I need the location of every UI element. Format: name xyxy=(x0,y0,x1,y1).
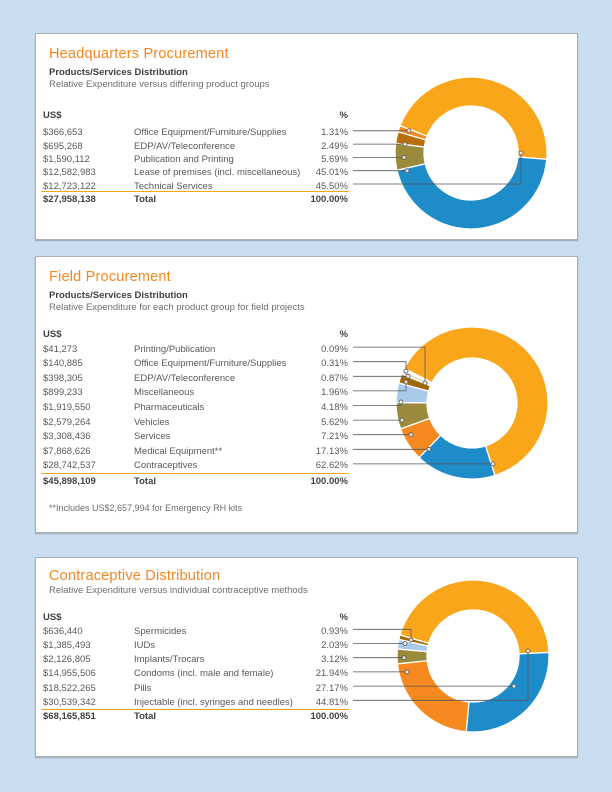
leader-dot xyxy=(402,155,406,159)
pct-cell: 62.62% xyxy=(315,460,348,472)
pct-header: % xyxy=(339,110,348,121)
leader-dot xyxy=(403,142,407,146)
total-amount: $45,898,109 xyxy=(43,476,96,487)
amount-cell: $18,522,265 xyxy=(43,682,96,694)
pct-cell: 4.18% xyxy=(321,402,348,413)
pct-cell: 3.12% xyxy=(321,654,348,666)
pct-header: % xyxy=(339,329,348,340)
pct-cell: 1.31% xyxy=(321,127,348,139)
total-label: Total xyxy=(134,711,156,722)
leader-dot xyxy=(409,638,413,642)
leader-dot xyxy=(403,642,407,646)
section-subtitle-bold: Products/Services Distribution xyxy=(49,67,188,78)
pct-cell: 2.49% xyxy=(321,140,348,152)
section-title: Headquarters Procurement xyxy=(49,46,229,62)
amount-cell: $1,385,493 xyxy=(43,640,91,651)
total-amount: $27,958,138 xyxy=(43,194,96,205)
amount-header: US$ xyxy=(43,329,62,340)
pct-cell: 17.13% xyxy=(315,445,348,457)
item-cell: Miscellaneous xyxy=(134,387,195,399)
section-card-contraceptive xyxy=(35,557,578,757)
pct-cell: 0.87% xyxy=(321,372,348,384)
amount-cell: $636,440 xyxy=(43,625,83,637)
leader-line xyxy=(353,362,406,371)
leader-dot xyxy=(491,462,495,466)
pct-cell: 45.01% xyxy=(315,167,348,179)
amount-cell: $30,539,342 xyxy=(43,696,96,708)
item-cell: Injectable (incl. syringes and needles) xyxy=(134,696,293,708)
donut-chart-field xyxy=(36,257,577,532)
item-cell: Technical Services xyxy=(134,180,213,192)
amount-cell: $1,590,112 xyxy=(43,153,90,165)
item-cell: Publication and Printing xyxy=(134,153,234,165)
total-pct: 100.00% xyxy=(310,476,348,487)
leader-dot xyxy=(423,381,427,385)
amount-cell: $1,919,550 xyxy=(43,402,91,413)
leader-dot xyxy=(526,649,530,653)
leader-dot xyxy=(409,433,413,437)
leader-line xyxy=(353,402,401,406)
section-card-headquarters xyxy=(35,33,578,240)
leader-dot xyxy=(405,169,409,173)
amount-cell: $2,126,805 xyxy=(43,654,91,666)
item-cell: IUDs xyxy=(134,640,156,651)
section-subtitle: Relative Expenditure for each product group for field projects xyxy=(49,302,305,313)
item-cell: Medical Equipment** xyxy=(134,445,223,457)
total-label: Total xyxy=(134,476,156,487)
section-subtitle-bold: Products/Services Distribution xyxy=(49,290,188,301)
leader-dot xyxy=(402,656,406,660)
donut-segment xyxy=(397,157,547,229)
leader-dot xyxy=(406,374,410,378)
leader-dot xyxy=(400,418,404,422)
footnote: **Includes US$2,657,994 for Emergency RH kits xyxy=(49,503,243,513)
item-cell: EDP/AV/Teleconference xyxy=(134,140,236,152)
total-amount: $68,165,851 xyxy=(43,711,96,722)
pct-cell: 0.31% xyxy=(321,358,348,370)
leader-dot xyxy=(404,380,408,384)
donut-chart-contraceptive xyxy=(36,558,577,756)
pct-cell: 1.96% xyxy=(321,387,348,399)
pct-cell: 0.93% xyxy=(321,625,348,637)
amount-cell: $3,308,436 xyxy=(43,431,91,443)
item-cell: Condoms (incl. male and female) xyxy=(134,668,274,680)
item-cell: Printing/Publication xyxy=(134,343,216,355)
donut-chart-headquarters xyxy=(36,34,577,239)
pct-cell: 2.03% xyxy=(321,640,348,651)
item-cell: Contraceptives xyxy=(134,460,198,472)
item-cell: EDP/AV/Teleconference xyxy=(134,372,236,384)
pct-cell: 5.62% xyxy=(321,416,348,428)
leader-dot xyxy=(427,447,431,451)
item-cell: Lease of premises (incl. miscellaneous) xyxy=(134,167,301,179)
section-subtitle: Relative Expenditure versus individual contraceptive methods xyxy=(49,585,308,596)
section-title: Contraceptive Distribution xyxy=(49,568,221,584)
amount-cell: $2,579,264 xyxy=(43,416,91,428)
item-cell: Pills xyxy=(134,682,152,694)
amount-cell: $28,742,537 xyxy=(43,460,96,472)
item-cell: Spermicides xyxy=(134,625,187,637)
item-cell: Services xyxy=(134,431,171,443)
amount-header: US$ xyxy=(43,110,62,121)
pct-cell: 44.81% xyxy=(315,696,348,708)
amount-cell: $14,955,506 xyxy=(43,668,96,680)
amount-cell: $899,233 xyxy=(43,387,83,399)
pct-cell: 5.69% xyxy=(321,153,348,165)
total-label: Total xyxy=(134,194,156,205)
item-cell: Vehicles xyxy=(134,416,170,428)
amount-cell: $41,273 xyxy=(43,343,78,355)
total-pct: 100.00% xyxy=(310,194,348,205)
amount-cell: $12,723,122 xyxy=(43,180,96,192)
pct-cell: 21.94% xyxy=(315,668,348,680)
leader-dot xyxy=(399,400,403,404)
amount-cell: $140,885 xyxy=(43,358,83,370)
pct-header: % xyxy=(339,612,348,623)
section-title: Field Procurement xyxy=(49,269,171,285)
item-cell: Office Equipment/Furniture/Supplies xyxy=(134,127,287,139)
leader-dot xyxy=(405,670,409,674)
section-subtitle: Relative Expenditure versus differing product groups xyxy=(49,79,270,90)
amount-cell: $12,582,983 xyxy=(43,167,96,179)
amount-header: US$ xyxy=(43,612,62,623)
total-pct: 100.00% xyxy=(310,711,348,722)
leader-dot xyxy=(519,151,523,155)
pct-cell: 45.50% xyxy=(315,180,348,192)
donut-segment xyxy=(466,652,549,732)
item-cell: Pharmaceuticals xyxy=(134,402,205,413)
leader-dot xyxy=(404,369,408,373)
pct-cell: 7.21% xyxy=(321,431,348,443)
amount-cell: $398,305 xyxy=(43,372,83,384)
leader-dot xyxy=(512,684,516,688)
amount-cell: $695,268 xyxy=(43,140,83,152)
pct-cell: 0.09% xyxy=(321,343,348,355)
amount-cell: $7,868,626 xyxy=(43,445,91,457)
item-cell: Implants/Trocars xyxy=(134,654,205,666)
amount-cell: $366,653 xyxy=(43,127,83,139)
leader-dot xyxy=(407,129,411,133)
section-card-field xyxy=(35,256,578,533)
pct-cell: 27.17% xyxy=(315,682,348,694)
item-cell: Office Equipment/Furniture/Supplies xyxy=(134,358,287,370)
